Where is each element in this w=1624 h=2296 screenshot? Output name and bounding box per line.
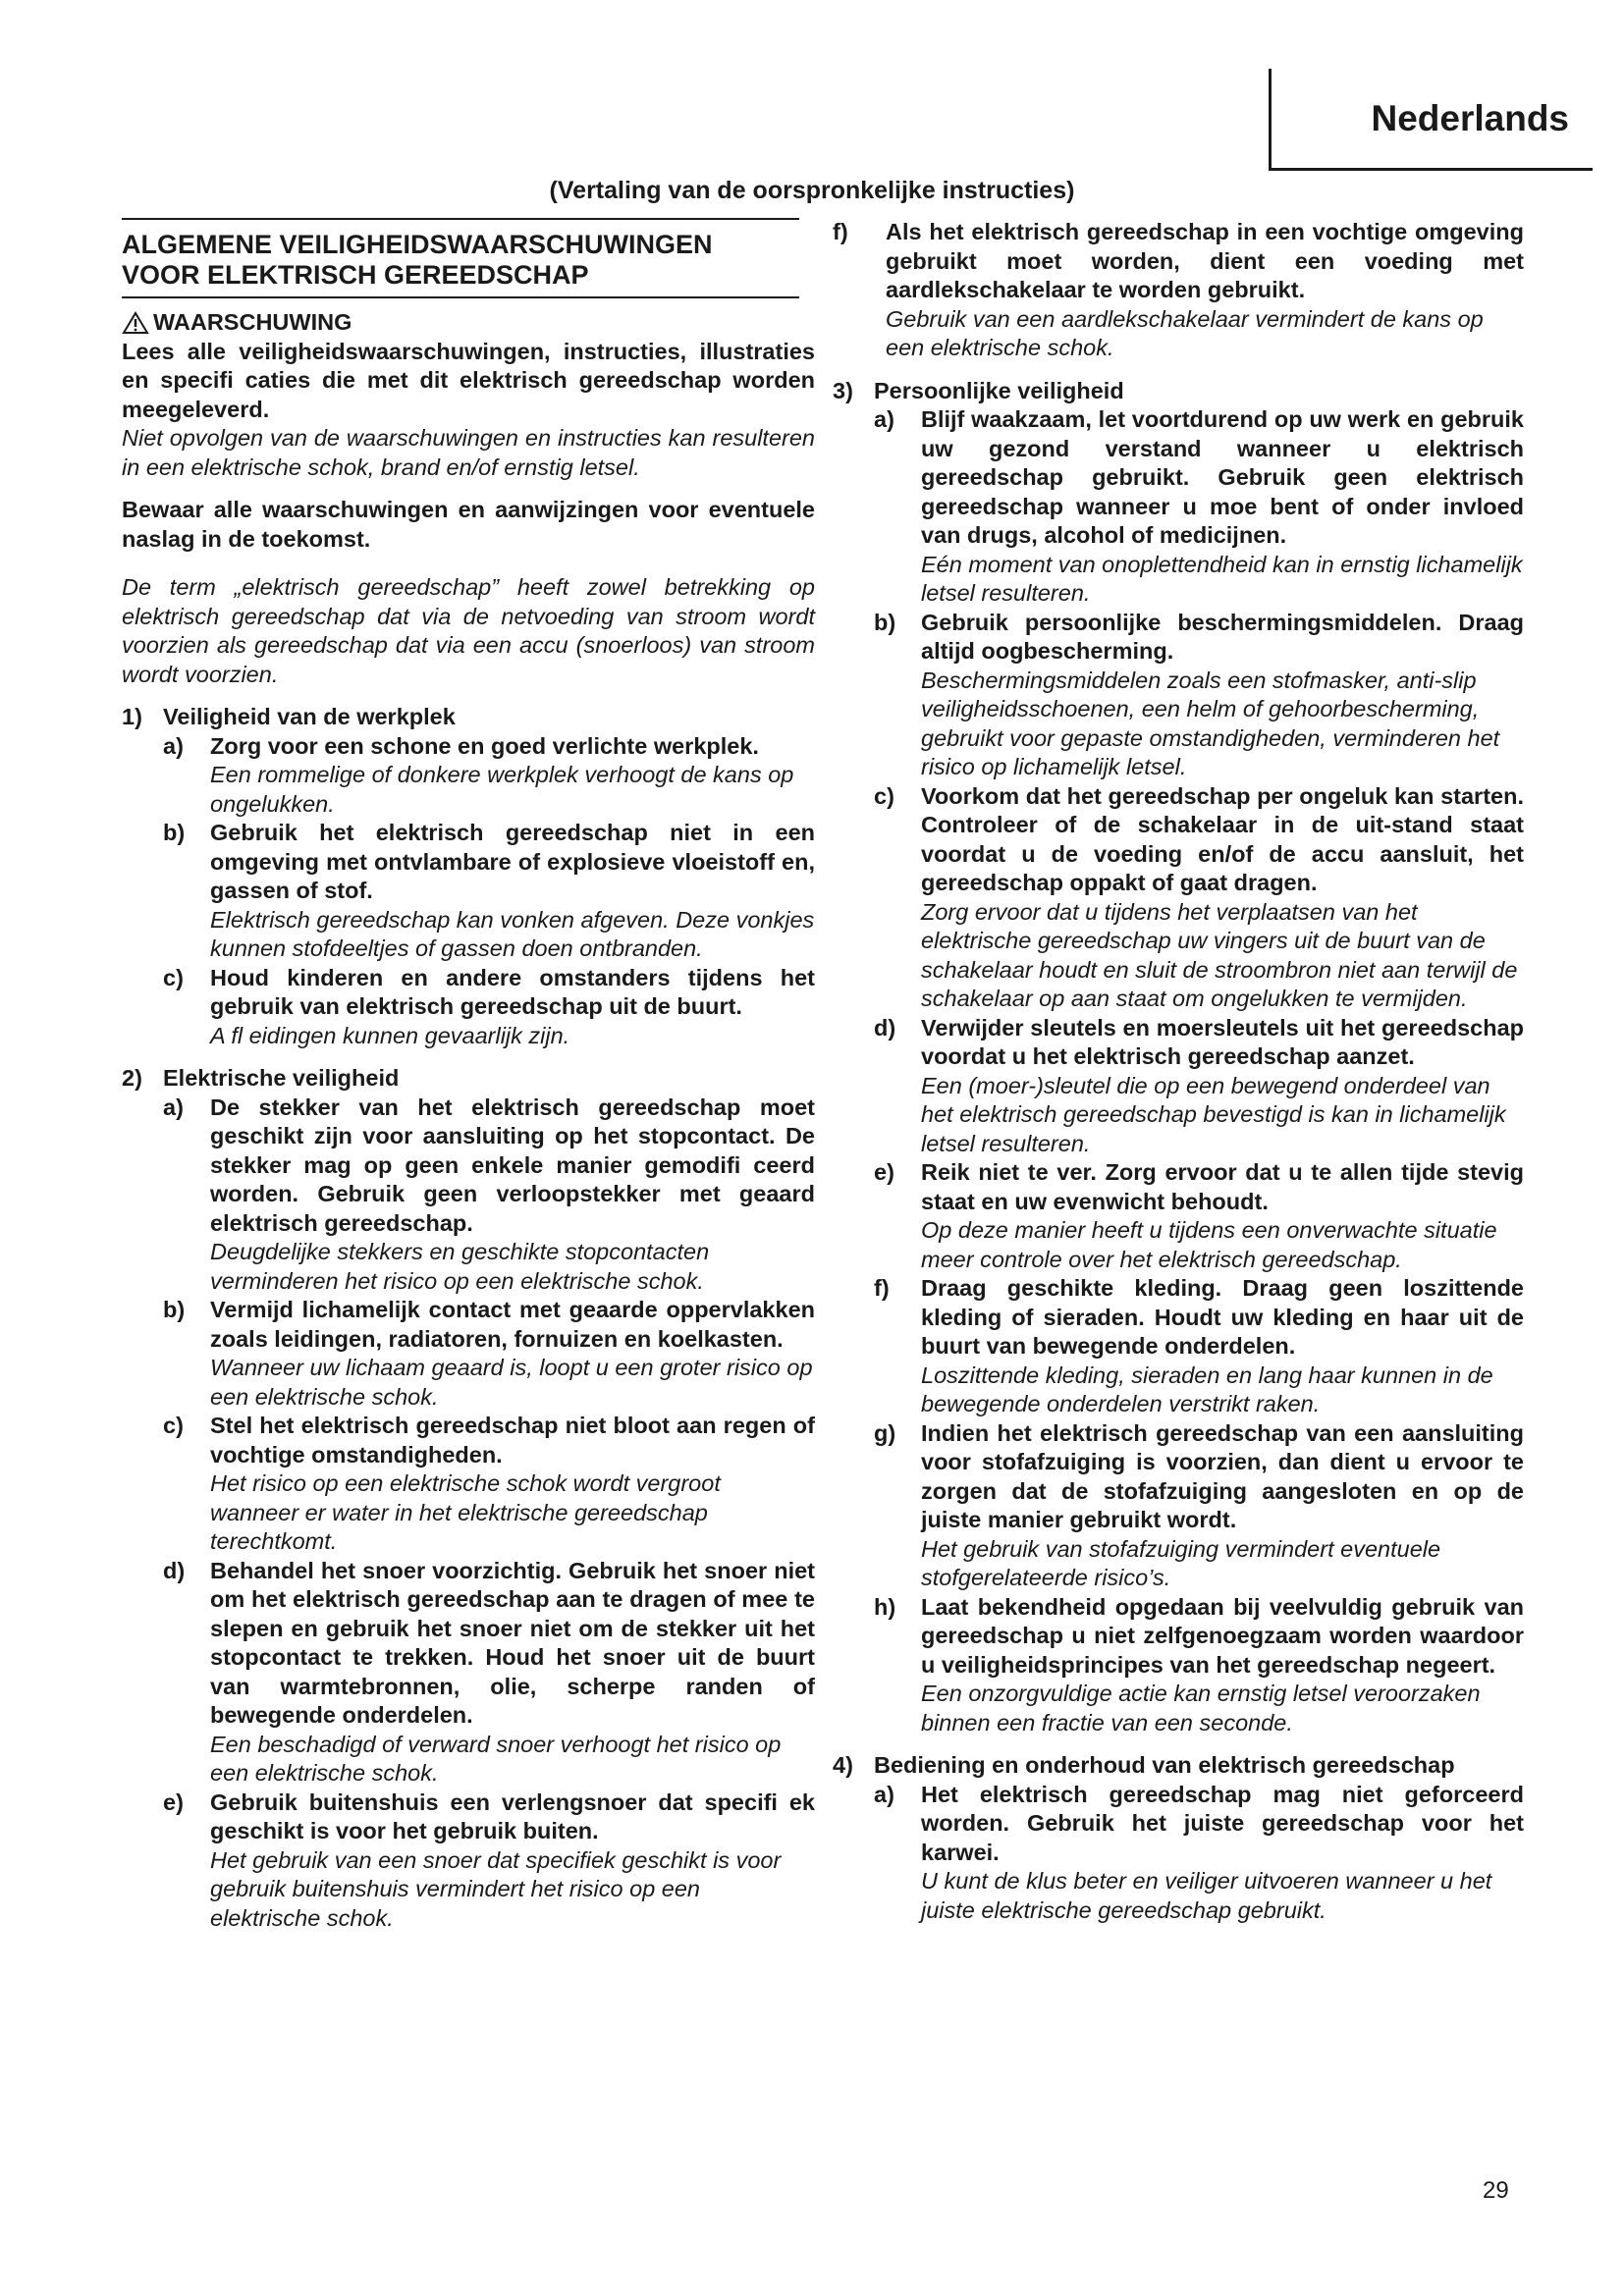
- keep-instructions-text: Bewaar alle waarschuwingen en aanwijzingen voor eventuele naslag in de toekomst.: [122, 497, 815, 552]
- item-label: c): [874, 782, 894, 809]
- item-label: e): [163, 1789, 184, 1815]
- section-number: 1): [122, 704, 142, 729]
- item-bold: Stel het elektrisch gereedschap niet bloot aan regen of vochtige omstandigheden.: [210, 1413, 815, 1468]
- heading-line-2: VOOR ELEKTRISCH GEREEDSCHAP: [122, 260, 589, 290]
- item-label: b): [874, 609, 896, 635]
- item-bold: Het elektrisch gereedschap mag niet geforceerd worden. Gebruik het juiste gereedschap voor het karwei.: [921, 1781, 1524, 1865]
- item-italic: Loszittende kleding, sieraden en lang haar kunnen in de bewegende onderdelen verstrikt raken.: [921, 1362, 1493, 1416]
- right-column: [833, 218, 1524, 1925]
- item-italic: Wanneer uw lichaam geaard is, loopt u een groter risico op een elektrische schok.: [210, 1355, 813, 1410]
- item-italic: Een rommelige of donkere werkplek verhoogt de kans op ongelukken.: [210, 762, 794, 817]
- list-item: [874, 609, 1524, 782]
- list-item: [874, 1781, 1524, 1926]
- subtitle: (Vertaling van de oorspronkelijke instructies): [549, 177, 1075, 204]
- item-bold: Gebruik het elektrisch gereedschap niet in een omgeving met ontvlambare of explosieve vloeistoff en, gassen of stof.: [210, 820, 815, 903]
- heading-line-1: ALGEMENE VEILIGHEIDSWAARSCHUWINGEN: [122, 230, 713, 259]
- list-item: [163, 1412, 815, 1557]
- section-3-items: [833, 405, 1524, 1737]
- item-italic: Eén moment van onoplettendheid kan in ernstig lichamelijk letsel resulteren.: [921, 551, 1523, 606]
- item-italic: U kunt de klus beter en veiliger uitvoeren wanneer u het juiste elektrische gereedschap gebruikt.: [921, 1868, 1492, 1923]
- list-item: [163, 964, 815, 1051]
- item-bold: Gebruik buitenshuis een verlengsnoer dat specifi ek geschikt is voor het gebruik buiten.: [210, 1789, 815, 1843]
- warning-bold-text: Lees alle veiligheidswaarschuwingen, instructies, illustraties en specifi caties die met dit elektrisch gereedschap worden meegeleverd.: [122, 338, 815, 422]
- list-item: [874, 405, 1524, 609]
- section-4-header: [833, 1751, 1524, 1781]
- list-item: [874, 1274, 1524, 1419]
- list-item: [874, 1158, 1524, 1274]
- item-bold: Houd kinderen en andere omstanders tijdens het gebruik van elektrisch gereedschap uit de buurt.: [210, 964, 815, 1019]
- item-italic: Het risico op een elektrische schok wordt vergroot wanneer er water in het elektrische gereedschap terechtkomt.: [210, 1470, 721, 1554]
- item-italic: Zorg ervoor dat u tijdens het verplaatsen van het elektrische gereedschap uw vingers uit de buurt van de schakelaar houdt en sluit de stroombron niet aan terwijl de schakelaar op aan staat om ongelukken te vermijden.: [921, 898, 1518, 1011]
- section-4-items: [833, 1781, 1524, 1926]
- item-bold: Gebruik persoonlijke beschermingsmiddelen. Draag altijd oogbescherming.: [921, 609, 1524, 664]
- item-italic: A fl eidingen kunnen gevaarlijk zijn.: [210, 1022, 570, 1048]
- list-item: [163, 1094, 815, 1297]
- section-2-header: [122, 1064, 815, 1094]
- item-label: e): [874, 1159, 894, 1185]
- item-bold: Verwijder sleutels en moersleutels uit het gereedschap voordat u het elektrisch gereedschap aanzet.: [921, 1014, 1524, 1069]
- item-label: f): [874, 1275, 890, 1301]
- warning-label: WAARSCHUWING: [153, 309, 352, 335]
- item-bold: Indien het elektrisch gereedschap van een aansluiting voor stofafzuiging is voorzien, dan dient u ervoor te zorgen dat de stofafzuiging aangesloten en op de juiste manier gebruikt wordt.: [921, 1419, 1524, 1532]
- item-label: b): [163, 1297, 186, 1322]
- item-italic: Deugdelijke stekkers en geschikte stopcontacten verminderen het risico op een elektrische schok.: [210, 1239, 710, 1294]
- item-label: d): [163, 1557, 186, 1583]
- warning-italic-text: Niet opvolgen van de waarschuwingen en instructies kan resulteren in een elektrische schok, brand en/of ernstig letsel.: [122, 425, 815, 480]
- item-label: d): [874, 1014, 896, 1041]
- item-bold: De stekker van het elektrisch gereedschap moet geschikt zijn voor aansluiting op het stopcontact. De stekker mag op geen enkele manier gemodifi ceerd worden. Gebruik geen verloopstekker met geaard elektrisch gereedschap.: [210, 1094, 815, 1236]
- item-bold: Reik niet te ver. Zorg ervoor dat u te allen tijde stevig staat en uw evenwicht behoudt.: [921, 1159, 1524, 1214]
- section-number: 4): [833, 1752, 853, 1778]
- item-italic: Het gebruik van een snoer dat specifiek geschikt is voor gebruik buitenshuis vermindert het risico op een elektrische schok.: [210, 1846, 782, 1931]
- list-item: [163, 732, 815, 820]
- item-italic: Een onzorgvuldige actie kan ernstig letsel veroorzaken binnen een fractie van een seconde.: [921, 1681, 1481, 1735]
- warning-title: [122, 308, 815, 338]
- list-item: [163, 1296, 815, 1412]
- list-item: [874, 782, 1524, 1014]
- item-label: a): [874, 406, 894, 432]
- item-label: c): [163, 964, 184, 990]
- item-bold: Als het elektrisch gereedschap in een vochtige omgeving gebruikt moet worden, dient een voeding met aardlekschakelaar te worden gebruikt.: [886, 219, 1524, 302]
- section-1-header: [122, 703, 815, 732]
- item-bold: Voorkom dat het gereedschap per ongeluk kan starten. Controleer of de schakelaar in de uit-stand staat voordat u de voeding en/of de accu aansluit, het gereedschap oppakt of gaat dragen.: [921, 782, 1524, 895]
- item-label: f): [833, 219, 848, 244]
- item-italic: Een beschadigd of verward snoer verhoogt het risico op een elektrische schok.: [210, 1731, 782, 1786]
- item-label: a): [874, 1781, 894, 1807]
- list-item: [833, 218, 1524, 363]
- section-number: 2): [122, 1065, 142, 1091]
- item-label: b): [163, 820, 186, 845]
- section-title: Bediening en onderhoud van elektrisch gereedschap: [874, 1752, 1455, 1778]
- section-title: Persoonlijke veiligheid: [874, 377, 1124, 403]
- list-item: [163, 1557, 815, 1789]
- page-number: 29: [1483, 2177, 1509, 2204]
- list-item: [163, 819, 815, 964]
- list-item: [874, 1014, 1524, 1159]
- list-item: [163, 1789, 815, 1934]
- section-title: Veiligheid van de werkplek: [163, 704, 456, 729]
- item-bold: Zorg voor een schone en goed verlichte werkplek.: [210, 732, 759, 759]
- item-italic: Elektrisch gereedschap kan vonken afgeven. Deze vonkjes kunnen stofdeeltjes of gassen doen ontbranden.: [210, 906, 815, 961]
- item-label: a): [163, 1094, 184, 1120]
- item-italic: Gebruik van een aardlekschakelaar vermindert de kans op een elektrische schok.: [886, 305, 1484, 360]
- section-number: 3): [833, 377, 853, 403]
- warning-triangle-icon: [122, 311, 149, 335]
- item-italic: Een (moer-)sleutel die op een bewegend onderdeel van het elektrisch gereedschap bevestigd is kan in lichamelijk letsel resulteren.: [921, 1072, 1506, 1156]
- list-item: [874, 1593, 1524, 1738]
- language-tab: [1269, 69, 1593, 171]
- term-definition-text: De term „elektrisch gereedschap” heeft zowel betrekking op elektrisch gereedschap dat via de netvoeding van stroom wordt voorzien als gereedschap dat via een accu (snoerloos) van stroom wordt voorzien.: [122, 574, 815, 687]
- item-bold: Blijf waakzaam, let voortdurend op uw werk en gebruik uw gezond verstand wanneer u elektrisch gereedschap gebruikt. Gebruik geen elektrisch gereedschap wanneer u moe bent of onder invloed van drugs, alcohol of medicijnen.: [921, 406, 1524, 548]
- item-italic: Op deze manier heeft u tijdens een onverwachte situatie meer controle over het elektrisch gereedschap.: [921, 1217, 1497, 1272]
- section-title: Elektrische veiligheid: [163, 1065, 400, 1091]
- item-italic: Beschermingsmiddelen zoals een stofmasker, anti-slip veiligheidsschoenen, een helm of gehoorbescherming, gebruikt voor gepaste omstandigheden, verminderen het risico op lichamelijk letsel.: [921, 667, 1500, 779]
- item-bold: Laat bekendheid opgedaan bij veelvuldig gebruik van gereedschap u niet zelfgenoegzaam worden waardoor u veiligheidsprincipes van het gereedschap negeert.: [921, 1593, 1524, 1678]
- item-label: a): [163, 732, 184, 759]
- item-bold: Vermijd lichamelijk contact met geaarde oppervlakken zoals leidingen, radiatoren, fornuizen en koelkasten.: [210, 1297, 815, 1352]
- left-column: [122, 218, 815, 1933]
- item-bold: Behandel het snoer voorzichtig. Gebruik het snoer niet om het elektrisch gereedschap aan te dragen of mee te slepen en gebruik het snoer niet om de stekker uit het stopcontact te trekken. Houd het snoer uit de buurt van warmtebronnen, olie, scherpe randen of bewegende onderdelen.: [210, 1557, 815, 1728]
- section-3-header: [833, 377, 1524, 406]
- item-label: c): [163, 1413, 184, 1438]
- item-label: h): [874, 1593, 896, 1620]
- item-italic: Het gebruik van stofafzuiging vermindert eventuele stofgerelateerde risico’s.: [921, 1535, 1441, 1590]
- section-heading: [122, 218, 799, 298]
- item-label: g): [874, 1419, 896, 1446]
- item-bold: Draag geschikte kleding. Draag geen loszittende kleding of sieraden. Houdt uw kleding en haar uit de buurt van bewegende onderdelen.: [921, 1275, 1524, 1359]
- language-label: Nederlands: [1371, 98, 1569, 138]
- list-item: [874, 1419, 1524, 1593]
